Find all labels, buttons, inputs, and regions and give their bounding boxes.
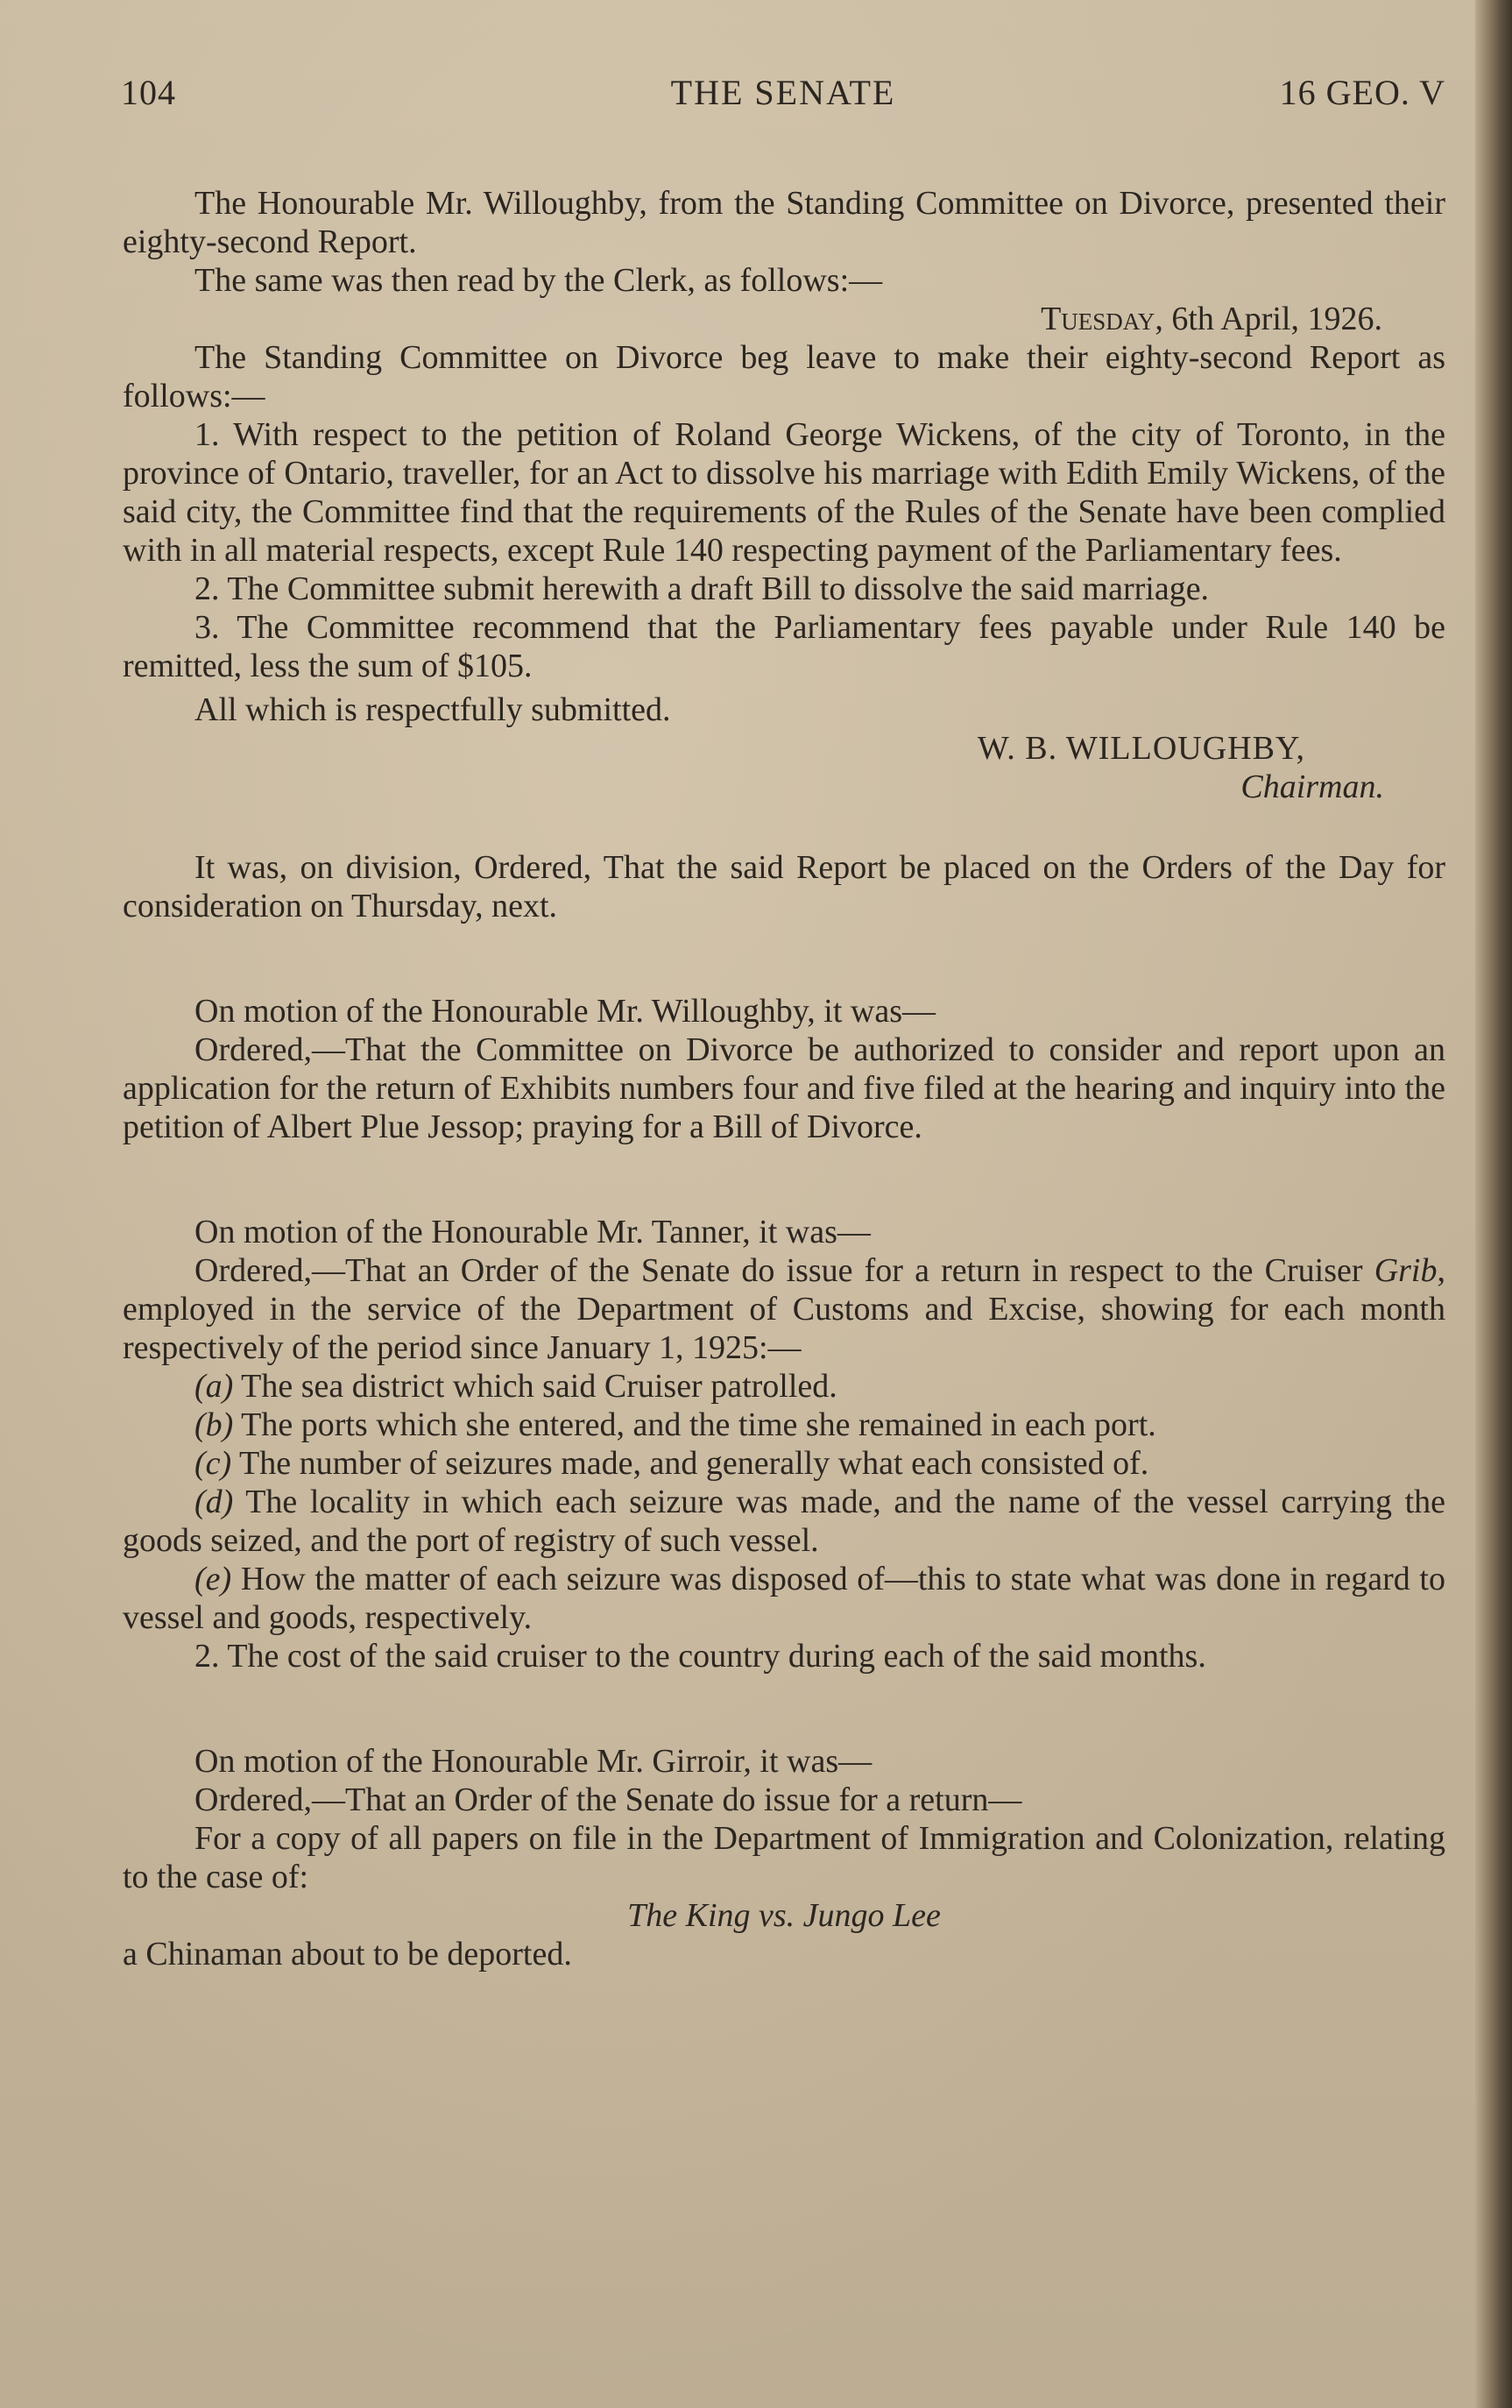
item-text: The sea district which said Cruiser patrolled. <box>233 1368 837 1405</box>
motion-1-order: Ordered,—That the Committee on Divorce be authorized to consider and report upon an application for the return of Exhibits numbers four and five filed at the hearing and inquiry into the petition of Albert Plue Jessop; praying for a Bill of Divorce. <box>123 1031 1445 1145</box>
item-label: (a) <box>194 1368 234 1405</box>
item-text: The locality in which each seizure was made, and the name of the vessel carrying the goods seized, and the port of registry of such vessel. <box>123 1484 1445 1559</box>
motion-2-item-2: 2. The cost of the said cruiser to the country during each of the said months. <box>194 1638 1206 1675</box>
motion-2-item-e <box>123 1560 1445 1637</box>
case-title: The King vs. Jungo Lee <box>627 1897 941 1934</box>
item-text: The ports which she entered, and the time she remained in each port. <box>233 1406 1156 1443</box>
report-order: It was, on division, Ordered, That the said Report be placed on the Orders of the Day for consideration on Thursday, next. <box>123 849 1445 924</box>
report-item-3: 3. The Committee recommend that the Parliamentary fees payable under Rule 140 be remitted, less the sum of $105. <box>123 609 1445 684</box>
item-text: The number of seizures made, and generally what each consisted of. <box>231 1445 1149 1482</box>
item-label: (d) <box>194 1484 234 1520</box>
motion-2-item-b <box>123 1406 1445 1444</box>
motion-2-intro: On motion of the Honourable Mr. Tanner, it was— <box>194 1214 871 1250</box>
motion-2-order-a: Ordered,—That an Order of the Senate do issue for a return in respect to the Cruiser <box>194 1252 1374 1289</box>
motion-2-order <box>123 1251 1445 1367</box>
item-label: (b) <box>194 1406 234 1443</box>
cruiser-name: Grib <box>1374 1252 1438 1289</box>
running-head <box>121 72 1445 124</box>
motion-1-intro: On motion of the Honourable Mr. Willoughby, it was— <box>194 993 936 1030</box>
signatory-role: Chairman. <box>1240 768 1384 805</box>
signatory-name: W. B. WILLOUGHBY, <box>977 730 1305 767</box>
report-read-line: The same was then read by the Clerk, as follows:— <box>194 262 883 299</box>
motion-3-intro: On motion of the Honourable Mr. Girroir, it was— <box>194 1743 873 1780</box>
motion-2-item-c <box>123 1444 1445 1483</box>
item-label: (e) <box>194 1561 232 1597</box>
report-opening: The Standing Committee on Divorce beg leave to make their eighty-second Report as follows:— <box>123 339 1445 414</box>
page-title: THE SENATE <box>670 73 896 112</box>
page-body <box>123 184 1445 1973</box>
motion-3-copy: For a copy of all papers on file in the Department of Immigration and Colonization, relating to the case of: <box>123 1820 1445 1895</box>
report-item-2: 2. The Committee submit herewith a draft Bill to dissolve the said marriage. <box>194 570 1210 607</box>
report-item-1: 1. With respect to the petition of Roland George Wickens, of the city of Toronto, in the province of Ontario, traveller, for an Act to dissolve his marriage with Edith Emily Wickens, of the said city, the Committee find that the requirements of the Rules of the Senate have been complied with in all material respects, except Rule 140 respecting payment of the Parliamentary fees. <box>123 416 1445 569</box>
report-date <box>123 300 1445 338</box>
item-label: (c) <box>194 1445 232 1482</box>
book-binding-edge <box>1475 0 1512 2408</box>
motion-2-order-b: , employed in the service of the Department of Customs and Excise, showing for each month respectively of the period since January 1, 1925:— <box>123 1252 1445 1366</box>
page-number: 104 <box>121 73 176 112</box>
report-closing: All which is respectfully submitted. <box>194 691 671 728</box>
motion-3-order: Ordered,—That an Order of the Senate do issue for a return— <box>194 1781 1022 1818</box>
motion-2-item-d <box>123 1483 1445 1560</box>
report-date-day: Tuesday <box>1041 301 1155 337</box>
report-date-rest: , 6th April, 1926. <box>1155 301 1382 337</box>
session-label: 16 GEO. V <box>1279 73 1445 112</box>
motion-3-tail: a Chinaman about to be deported. <box>123 1936 572 1972</box>
motion-2-item-a <box>123 1367 1445 1406</box>
item-text: How the matter of each seizure was disposed of—this to state what was done in regard to vessel and goods, respectively. <box>123 1561 1445 1636</box>
report-intro: The Honourable Mr. Willoughby, from the Standing Committee on Divorce, presented their eighty-second Report. <box>123 185 1445 260</box>
